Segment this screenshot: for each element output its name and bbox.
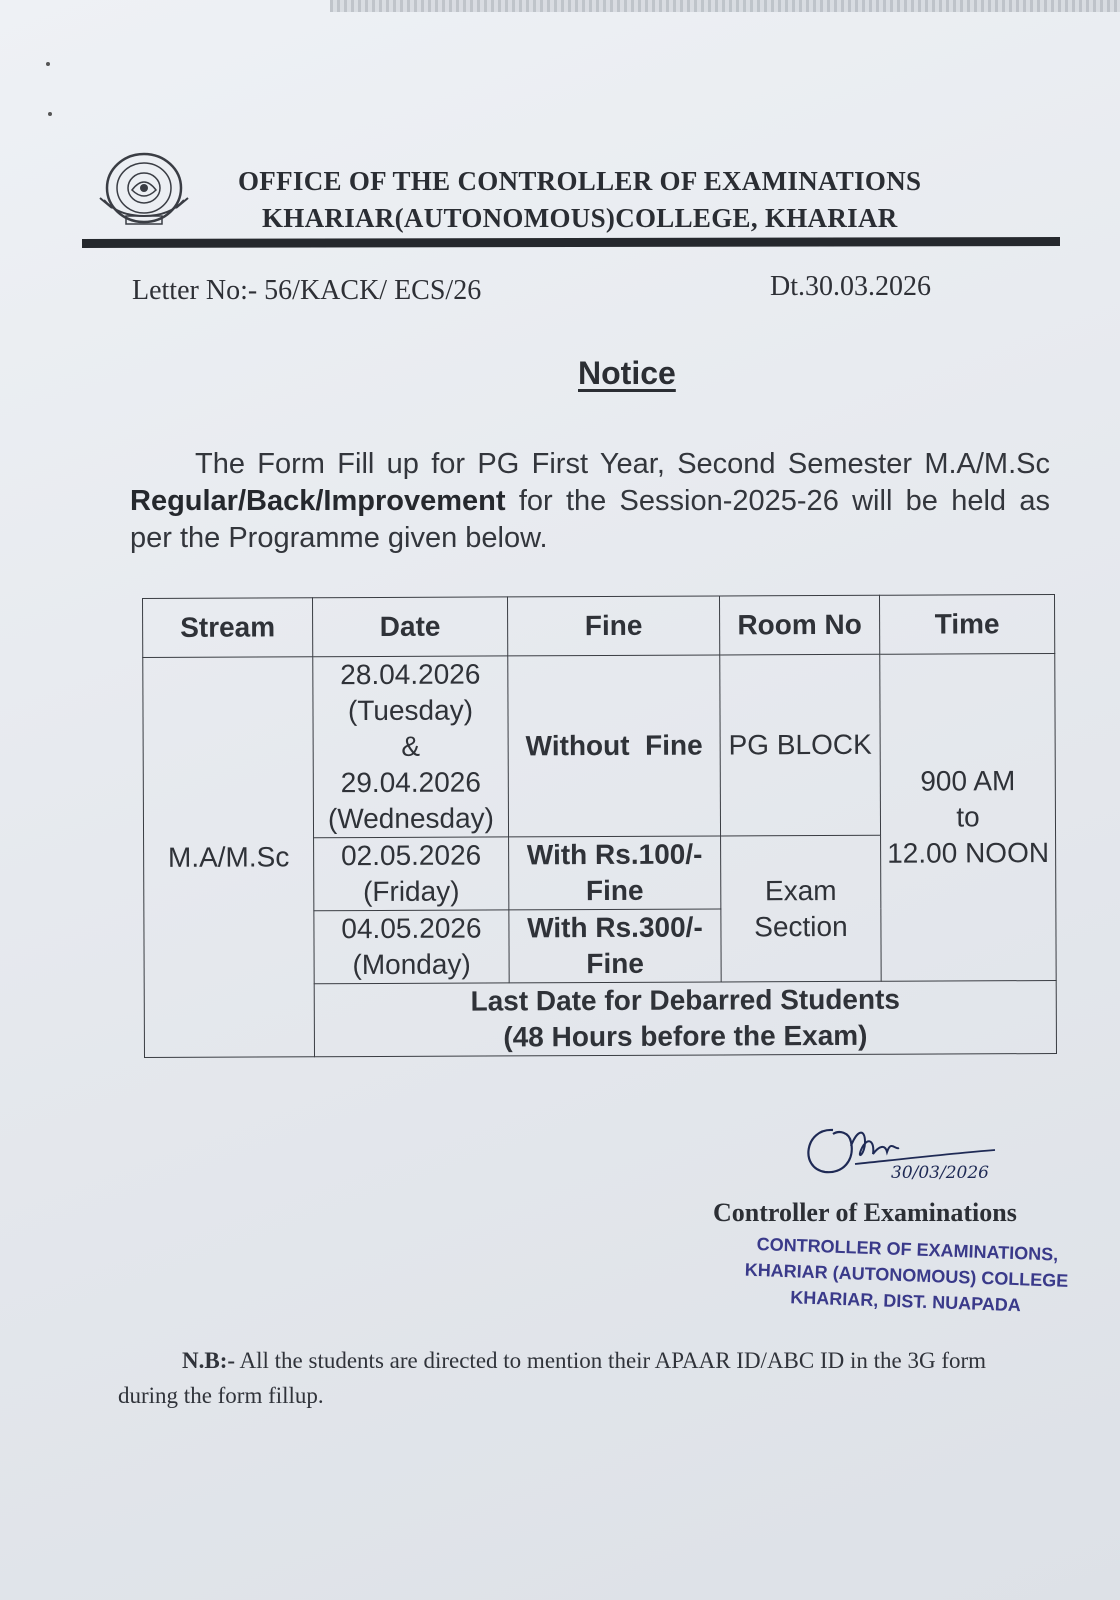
fine-cell [509, 836, 721, 910]
fine-cell [509, 909, 721, 983]
header-stream: Stream [143, 598, 313, 658]
debarred-line: Last Date for Debarred Students [470, 983, 901, 1017]
time-line: 900 AM [920, 765, 1016, 797]
nb-label: N.B:- [182, 1348, 236, 1373]
stamp-line: CONTROLLER OF EXAMINATIONS, [756, 1234, 1059, 1265]
date-line: & [401, 730, 421, 762]
time-cell [880, 654, 1056, 982]
room-cell [721, 835, 882, 982]
date-line: (Friday) [362, 875, 460, 908]
letter-number: Letter No:- 56/KACK/ ECS/26 [132, 275, 482, 306]
para-bold: Regular/Back/Improvement [130, 485, 506, 517]
date-line: (Wednesday) [327, 802, 495, 835]
date-line: 04.05.2026 [341, 912, 482, 945]
college-heading: KHARIAR(AUTONOMOUS)COLLEGE, KHARIAR [262, 203, 898, 233]
date-cell [314, 910, 509, 984]
table-header-row [143, 595, 1055, 658]
stamp-line: KHARIAR, DIST. NUAPADA [789, 1287, 1022, 1316]
signature-date: 30/03/2026 [891, 1163, 989, 1183]
fine-cell: Without Fine [508, 655, 721, 837]
date-line: 02.05.2026 [340, 839, 482, 872]
fine-line: Fine [585, 874, 644, 907]
header-room: Room No [719, 595, 879, 655]
stamp-line: KHARIAR (AUTONOMOUS) COLLEGE [744, 1259, 1069, 1291]
header-fine: Fine [507, 596, 719, 656]
room-line: Exam [764, 874, 837, 906]
para-end: for the Session-2025-26 will be held as per the Programme given below. [130, 485, 1050, 554]
nb-text: All the students are directed to mention their APAAR ID/ABC ID in the 3G form during the form fillup. [118, 1348, 987, 1408]
office-heading: OFFICE OF THE CONTROLLER OF EXAMINATIONS [238, 166, 922, 196]
fine-line: Fine [586, 947, 644, 980]
notice-title: Notice [578, 355, 676, 391]
date-line: (Tuesday) [347, 694, 474, 727]
header-time: Time [879, 595, 1054, 655]
room-line: Section [754, 910, 848, 942]
table-row [143, 654, 1056, 839]
handwritten-signature [795, 1120, 1025, 1190]
controller-title: Controller of Examinations [713, 1198, 1017, 1227]
room-cell: PG BLOCK [720, 654, 881, 836]
scan-edge-strip [330, 0, 1120, 12]
time-line: 12.00 NOON [887, 837, 1050, 869]
date-line: (Monday) [352, 948, 471, 981]
letter-date: Dt.30.03.2026 [770, 271, 931, 302]
notice-paragraph [130, 446, 1050, 557]
college-seal-icon [98, 150, 190, 230]
office-stamp [725, 1230, 1088, 1321]
scan-speck [46, 62, 50, 66]
date-cell [313, 656, 509, 838]
fine-line: With Rs.100/- [526, 838, 703, 871]
date-cell [314, 837, 509, 911]
debarred-line: (48 Hours before the Exam) [503, 1019, 868, 1053]
scan-speck [48, 112, 52, 116]
time-line: to [956, 801, 980, 833]
nb-note [118, 1343, 1038, 1413]
fine-line: With Rs.300/- [527, 911, 703, 944]
para-start: The Form Fill up for PG First Year, Second Semester M.A/M.Sc [195, 448, 1050, 480]
schedule-table [142, 594, 1057, 1058]
debarred-cell [314, 981, 1056, 1057]
date-line: 28.04.2026 [340, 658, 481, 691]
header-rule [82, 237, 1060, 248]
date-line: 29.04.2026 [340, 766, 481, 799]
header-date: Date [313, 597, 508, 657]
stream-cell: M.A/M.Sc [143, 657, 315, 1058]
